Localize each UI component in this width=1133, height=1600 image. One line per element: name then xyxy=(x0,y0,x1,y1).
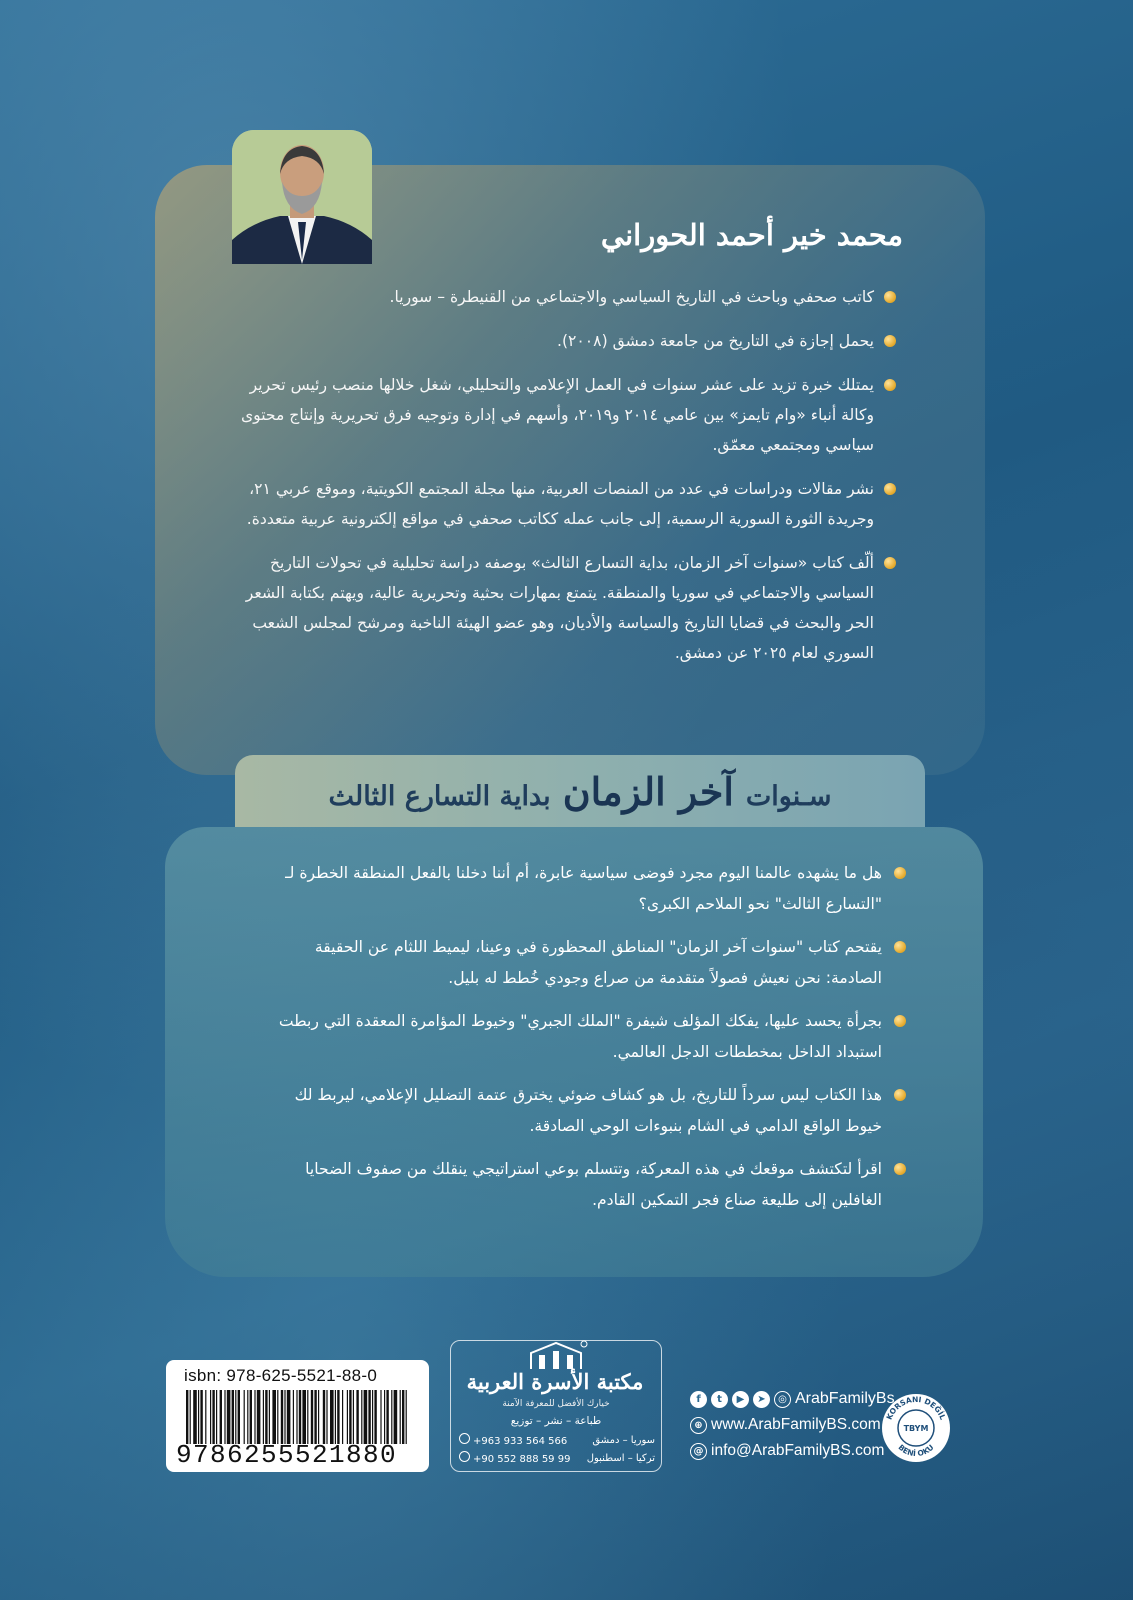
whatsapp-icon xyxy=(459,1433,470,1444)
barcode-bar xyxy=(238,1390,240,1444)
description-text: اقرأ لتكتشف موقعك في هذه المعركة، وتتسلم بوعي استراتيجي ينقلك من صفوف الضحايا الغافلين إلى طليعة صناع فجر التمكين القادم. xyxy=(305,1160,882,1209)
barcode-bar xyxy=(272,1390,276,1444)
email-icon: @ xyxy=(690,1443,707,1460)
website-link[interactable]: www.ArabFamilyBS.com xyxy=(711,1416,881,1433)
email-link[interactable]: info@ArabFamilyBS.com xyxy=(711,1442,885,1459)
bullet-icon xyxy=(884,291,896,303)
barcode-bar xyxy=(277,1390,278,1444)
barcode-bar xyxy=(212,1390,214,1444)
bio-text: نشر مقالات ودراسات في عدد من المنصات العربية، منها مجلة المجتمع الكويتية، وموقع عربي ٢١، وجريدة الثورة السورية الرسمية، إلى جانب عمله ككاتب صحفي في مواقع إلكترونية عربية متعددة. xyxy=(246,480,874,528)
barcode-bar xyxy=(287,1390,291,1444)
whatsapp-icon xyxy=(459,1451,470,1462)
description-item xyxy=(262,1154,912,1216)
description-list xyxy=(262,858,912,1228)
email-row xyxy=(690,1441,884,1461)
book-title-main: آخر الزمان xyxy=(562,768,734,814)
book-title-prefix: سـنوات xyxy=(745,780,832,812)
barcode-bar xyxy=(216,1390,217,1444)
barcode-bar xyxy=(198,1390,199,1444)
barcode-bar xyxy=(284,1390,285,1444)
barcode-bar xyxy=(347,1390,348,1444)
description-text: يقتحم كتاب "سنوات آخر الزمان" المناطق المحظورة في وعينا، ليميط اللثام عن الحقيقة الصادمة: نحن نعيش فصولاً متقدمة من صراع وجودي خُطط له بليل. xyxy=(314,938,882,987)
barcode-bar xyxy=(235,1390,236,1444)
barcode-bar xyxy=(326,1390,327,1444)
bullet-icon xyxy=(894,1015,906,1027)
publisher-services: طباعة – نشر – توزيع xyxy=(510,1415,602,1427)
barcode-bar xyxy=(224,1390,225,1444)
barcode-bar xyxy=(318,1390,319,1444)
barcode-bar xyxy=(337,1390,339,1444)
barcode-bar xyxy=(190,1390,191,1444)
isbn-label: isbn: 978-625-5521-88-0 xyxy=(184,1366,378,1385)
bio-text: ألّف كتاب «سنوات آخر الزمان، بداية التسارع الثالث» بوصفه دراسة تحليلية في تحولات التاريخ السياسي والاجتماعي في سوريا والمنطقة. يتمتع بمهارات بحثية وتحريرية عالية، ويهتم بكتابة الشعر الحر والبحث في قضايا التاريخ والسياسة والأديان، وهو عضو الهيئة الناخبة ومرشح لمجلس الشعب السوري لعام ٢٠٢٥ عن دمشق. xyxy=(245,554,874,662)
youtube-icon[interactable]: ▶ xyxy=(732,1391,749,1408)
barcode-bar xyxy=(402,1390,404,1444)
barcode-bar xyxy=(254,1390,255,1444)
barcode-bar xyxy=(406,1390,407,1444)
seal-center-text: TBYM xyxy=(903,1424,929,1433)
barcode-bar xyxy=(330,1390,334,1444)
barcode-bar xyxy=(302,1390,306,1444)
barcode-bar xyxy=(380,1390,381,1444)
contact-city: سوريا – دمشق xyxy=(592,1434,655,1446)
barcode-bar xyxy=(314,1390,316,1444)
bio-text: يمتلك خبرة تزيد على عشر سنوات في العمل الإعلامي والتحليلي، شغل خلالها منصب رئيس تحرير وكالة أنباء «وام تايمز» بين عامي ٢٠١٤ و٢٠١٩، وأسهم في إدارة وتوجيه فرق تحريرية وإنتاج محتوى سياسي ومجتمعي معمّق. xyxy=(240,376,874,454)
publisher-slogan: خيارك الأفضل للمعرفة الآمنة xyxy=(502,1399,610,1409)
bio-item xyxy=(230,326,902,356)
barcode-bar xyxy=(323,1390,325,1444)
barcode-bar xyxy=(269,1390,270,1444)
barcode-bar xyxy=(293,1390,294,1444)
globe-icon: ⊕ xyxy=(690,1417,707,1434)
bullet-icon xyxy=(894,867,906,879)
bullet-icon xyxy=(894,1089,906,1101)
barcode-bar xyxy=(356,1390,358,1444)
barcode-bar xyxy=(200,1390,202,1444)
barcode-bar xyxy=(210,1390,211,1444)
facebook-icon[interactable]: f xyxy=(690,1391,707,1408)
barcode-bar xyxy=(263,1390,264,1444)
bio-item xyxy=(230,474,902,534)
description-item xyxy=(262,1080,912,1142)
description-item xyxy=(262,1006,912,1068)
barcode-bar xyxy=(391,1390,392,1444)
barcode-bar xyxy=(386,1390,388,1444)
publisher-name: مكتبة الأسرة العربية xyxy=(466,1369,644,1394)
bullet-icon xyxy=(894,941,906,953)
bullet-icon xyxy=(884,483,896,495)
bio-item xyxy=(230,282,902,312)
bullet-icon xyxy=(884,379,896,391)
barcode-bar xyxy=(372,1390,373,1444)
barcode-bar xyxy=(299,1390,301,1444)
barcode-bar xyxy=(247,1390,248,1444)
bio-text: يحمل إجازة في التاريخ من جامعة دمشق (٢٠٠٨). xyxy=(557,332,874,350)
barcode-bar xyxy=(311,1390,313,1444)
barcode-box xyxy=(166,1360,429,1472)
description-text: هل ما يشهده عالمنا اليوم مجرد فوضى سياسية عابرة، أم أننا دخلنا بالفعل المنطقة الخطرة لـ "التسارع الثالث" نحو الملاحم الكبرى؟ xyxy=(285,864,882,913)
book-title-banner xyxy=(235,755,925,827)
barcode-bar xyxy=(335,1390,336,1444)
barcode-bar xyxy=(205,1390,206,1444)
barcode-bar xyxy=(394,1390,398,1444)
barcode-bar xyxy=(244,1390,245,1444)
bio-item xyxy=(230,370,902,460)
website-row xyxy=(690,1415,881,1435)
author-portrait-illustration xyxy=(232,130,372,264)
barcode-bar xyxy=(364,1390,368,1444)
contact-row-turkey xyxy=(459,1451,655,1465)
book-title xyxy=(329,769,832,814)
author-photo xyxy=(232,130,372,264)
bullet-icon xyxy=(884,335,896,347)
contact-phone[interactable]: +90 552 888 59 99 xyxy=(459,1451,570,1465)
bullet-icon xyxy=(894,1163,906,1175)
barcode-bar xyxy=(368,1390,370,1444)
barcode-bar xyxy=(353,1390,354,1444)
barcode-bar xyxy=(296,1390,297,1444)
anti-piracy-seal xyxy=(880,1392,952,1464)
publisher-box xyxy=(450,1340,662,1472)
barcode-bar xyxy=(186,1390,188,1444)
description-item xyxy=(262,932,912,994)
barcode-bar xyxy=(232,1390,234,1444)
bio-text: كاتب صحفي وباحث في التاريخ السياسي والاجتماعي من القنيطرة – سوريا. xyxy=(389,288,874,306)
barcode-bar xyxy=(193,1390,197,1444)
seal-bottom-text: BENİ OKU xyxy=(896,1442,936,1459)
barcode-bar xyxy=(227,1390,231,1444)
description-item xyxy=(262,858,912,920)
contact-row-syria xyxy=(459,1433,655,1447)
barcode-bar xyxy=(281,1390,283,1444)
barcode-bar xyxy=(250,1390,252,1444)
telegram-icon[interactable]: ➤ xyxy=(753,1391,770,1408)
social-handle-row xyxy=(690,1389,895,1409)
book-title-suffix: بداية التسارع الثالث xyxy=(328,780,551,812)
instagram-icon[interactable]: ◎ xyxy=(774,1391,791,1408)
barcode-bar xyxy=(349,1390,351,1444)
description-text: بجرأة يحسد عليها، يفكك المؤلف شيفرة "الملك الجبري" وخيوط المؤامرة المعقدة التي ربطت استبداد الداخل بمخططات الدجل العالمي. xyxy=(278,1012,882,1061)
barcode-bar xyxy=(220,1390,222,1444)
seal-top-text: KORSANI DEĞİL xyxy=(884,1394,948,1422)
social-handle[interactable]: ArabFamilyBs xyxy=(795,1390,895,1407)
description-text: هذا الكتاب ليس سرداً للتاريخ، بل هو كشاف ضوئي يخترق عتمة التضليل الإعلامي، ليربط لك خيوط الواقع الدامي في الشام بنبوءات الوحي الصادقة. xyxy=(294,1086,882,1135)
barcode-bar xyxy=(307,1390,308,1444)
barcode-bar xyxy=(257,1390,261,1444)
barcode-bar xyxy=(265,1390,267,1444)
barcode-bar xyxy=(361,1390,362,1444)
contact-city: تركيا – اسطنبول xyxy=(586,1452,655,1464)
barcode-bar xyxy=(384,1390,385,1444)
bullet-icon xyxy=(884,557,896,569)
library-logo-icon xyxy=(521,1339,591,1373)
twitter-icon[interactable]: t xyxy=(711,1391,728,1408)
barcode-bar xyxy=(400,1390,401,1444)
barcode-bar xyxy=(342,1390,343,1444)
barcode-bars xyxy=(186,1390,409,1444)
barcode-digits: 9786255521880 xyxy=(176,1440,398,1470)
author-bio-list xyxy=(230,282,902,682)
barcode-bar xyxy=(374,1390,376,1444)
author-name: محمد خير أحمد الحوراني xyxy=(600,218,903,252)
contact-phone[interactable]: +963 933 564 566 xyxy=(459,1433,567,1447)
bio-item xyxy=(230,548,902,668)
